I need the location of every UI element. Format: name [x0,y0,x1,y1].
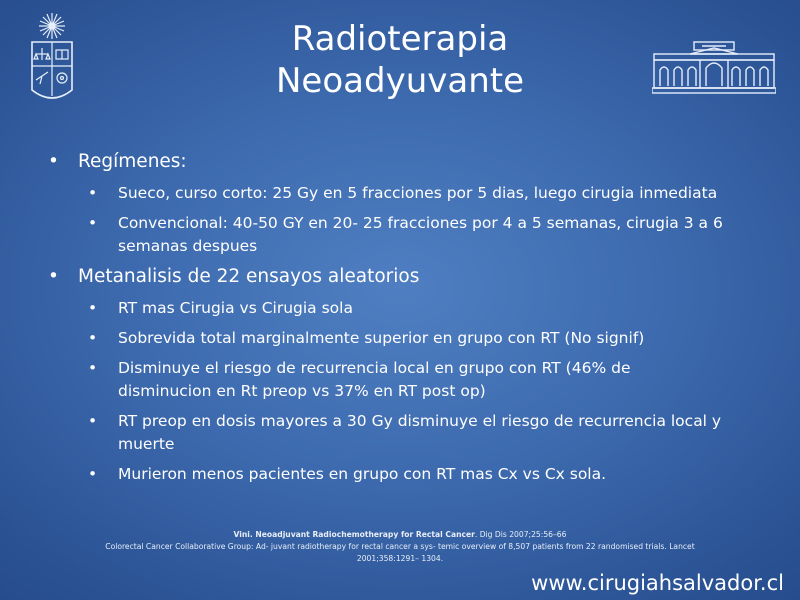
bullet-text: Metanalisis de 22 ensayos aleatorios [78,266,420,287]
sub-bullet-rt-preop [0,410,800,456]
sub-bullet-text: RT mas Cirugia vs Cirugia sola [118,299,353,317]
bullet-dot-icon: • [88,214,98,232]
bullet-dot-icon: • [88,359,98,377]
bullet-regimenes [0,150,800,174]
references [60,529,740,565]
sub-bullet-text: Sobrevida total marginalmente superior en grupo con RT (No signif) [118,329,645,347]
bullet-dot-icon: • [48,266,59,287]
sub-bullet-disminuye-riesgo [0,357,800,403]
bullet-dot-icon: • [88,329,98,347]
sub-bullet-sobrevida [0,327,800,350]
reference-1-title: Vini. Neoadjuvant Radiochemotherapy for Rectal Cancer [233,530,475,539]
sub-bullet-murieron [0,463,800,486]
sub-bullet-text: Murieron menos pacientes en grupo con RT mas Cx vs Cx sola. [118,465,607,483]
sub-bullet-rt-cirugia [0,297,800,320]
sub-bullet-text-line-2: semanas despues [118,237,258,255]
bullet-dot-icon: • [48,151,59,172]
sub-bullet-text-line-2: disminucion en Rt preop vs 37% en RT post op) [118,382,486,400]
sub-bullet-text: Sueco, curso corto: 25 Gy en 5 fracciones por 5 dias, luego cirugia inmediata [118,184,718,202]
bullet-dot-icon: • [88,412,98,430]
sub-bullet-sueco [0,182,800,205]
university-crest-icon [24,10,80,110]
reference-1-source: . Dig Dis 2007;25:56–66 [474,530,567,539]
reference-2-line-1: Colorectal Cancer Collaborative Group: Ad- juvant radiotherapy for rectal cancer a sys- temic overview of 8,507 patients from 22 randomised trials. Lancet [105,542,695,551]
sub-bullet-text-line-2: muerte [118,435,175,453]
reference-1 [60,529,740,541]
sub-bullet-text-line-1: Convencional: 40-50 GY en 20- 25 fracciones por 4 a 5 semanas, cirugia 3 a 6 [118,214,723,232]
sub-bullet-text-line-1: RT preop en dosis mayores a 30 Gy disminuye el riesgo de recurrencia local y [118,412,722,430]
title-line-2: Neoadyuvante [276,61,524,101]
sub-bullet-convencional [0,212,800,258]
bullet-dot-icon: • [88,184,98,202]
bullet-dot-icon: • [88,299,98,317]
reference-2-line-2: 2001;358:1291– 1304. [356,554,444,563]
bullet-metanalisis [0,265,800,289]
slide-title [160,18,640,102]
hospital-building-icon [652,40,776,94]
sub-bullet-text-line-1: Disminuye el riesgo de recurrencia local en grupo con RT (46% de [118,359,631,377]
bullet-list [0,150,800,493]
footer-url: www.cirugiahsalvador.cl [531,571,784,595]
title-line-1: Radioterapia [291,19,509,59]
bullet-dot-icon: • [88,465,98,483]
bullet-text: Regímenes: [78,151,187,172]
